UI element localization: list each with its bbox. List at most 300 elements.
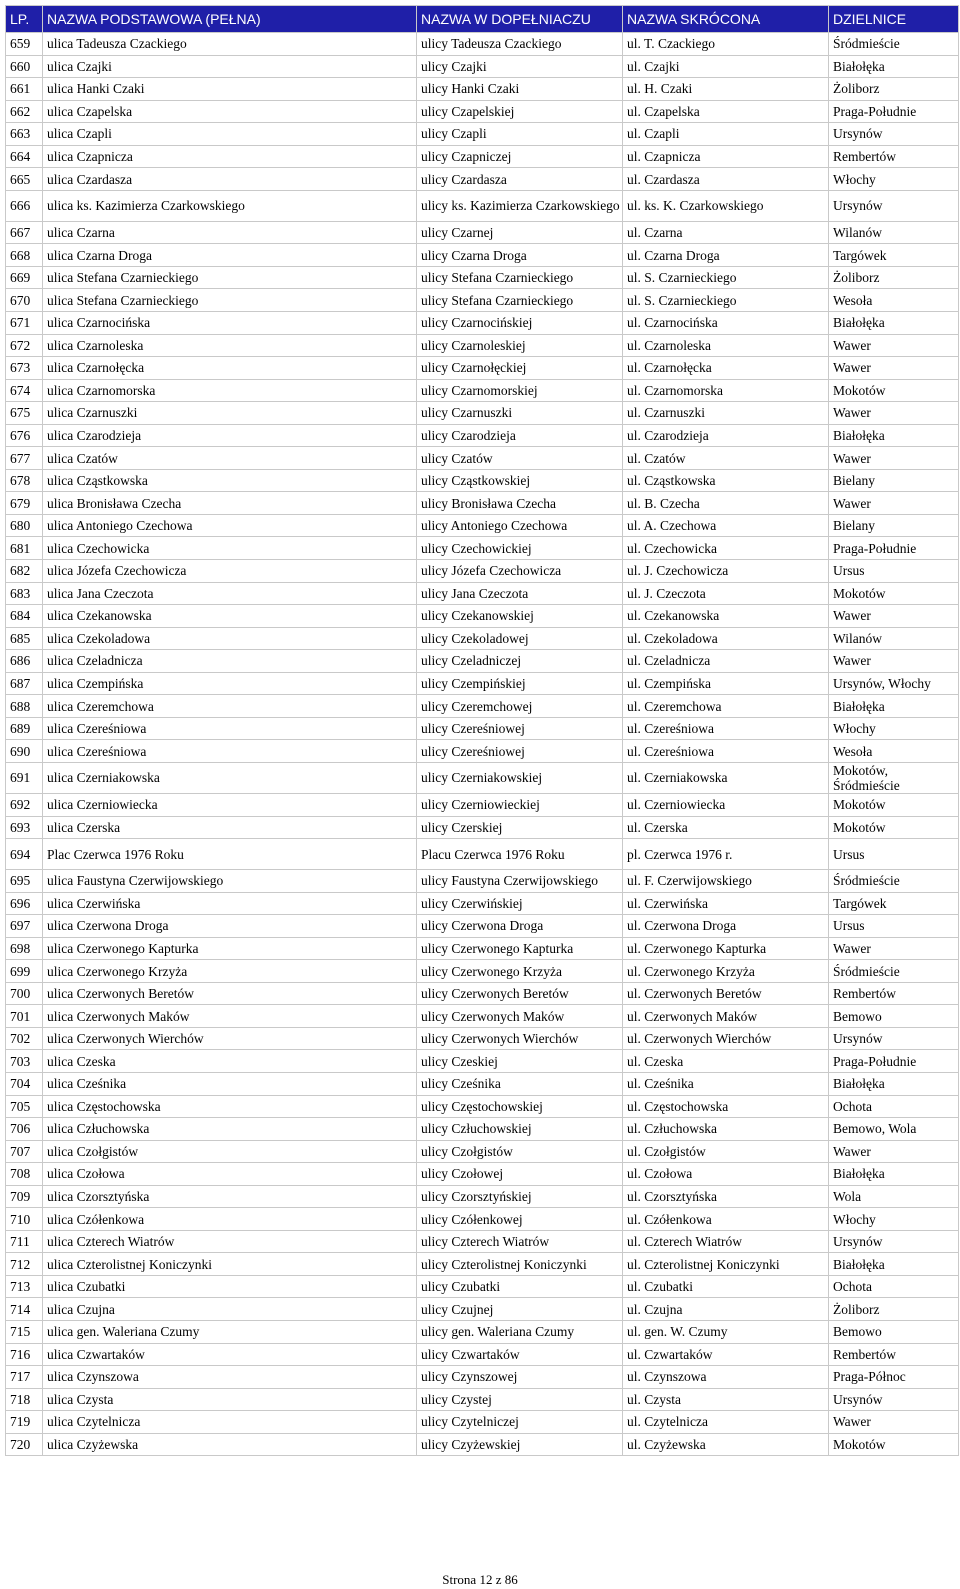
cell-district: Wesoła — [829, 289, 959, 312]
cell-short-name: ul. Czereśniowa — [623, 740, 829, 763]
cell-genitive-name: ulicy Czatów — [417, 447, 623, 470]
cell-short-name: ul. Czerwona Droga — [623, 915, 829, 938]
cell-short-name: ul. A. Czechowa — [623, 514, 829, 537]
cell-district: Białołęka — [829, 1072, 959, 1095]
cell-short-name: ul. Czytelnicza — [623, 1411, 829, 1434]
table-row — [6, 762, 959, 793]
cell-genitive-name: ulicy Czeladniczej — [417, 650, 623, 673]
cell-full-name: ulica gen. Waleriana Czumy — [43, 1320, 417, 1343]
cell-full-name: ulica Czerwonych Maków — [43, 1005, 417, 1028]
cell-genitive-name: ulicy Czeskiej — [417, 1050, 623, 1073]
cell-short-name: ul. Czerska — [623, 816, 829, 839]
table-row — [6, 168, 959, 191]
cell-district: Białołęka — [829, 55, 959, 78]
cell-short-name: ul. Czarnomorska — [623, 379, 829, 402]
table-row — [6, 915, 959, 938]
cell-genitive-name: ulicy Czterolistnej Koniczynki — [417, 1253, 623, 1276]
cell-lp: 674 — [6, 379, 43, 402]
table-row — [6, 1072, 959, 1095]
cell-full-name: ulica Jana Czeczota — [43, 582, 417, 605]
cell-genitive-name: ulicy Czarnomorskiej — [417, 379, 623, 402]
cell-lp: 676 — [6, 424, 43, 447]
cell-full-name: ulica Czujna — [43, 1298, 417, 1321]
cell-genitive-name: Placu Czerwca 1976 Roku — [417, 839, 623, 870]
cell-genitive-name: ulicy Jana Czeczota — [417, 582, 623, 605]
table-row — [6, 870, 959, 893]
cell-full-name: ulica Czekanowska — [43, 605, 417, 628]
cell-genitive-name: ulicy Cząstkowskiej — [417, 469, 623, 492]
cell-district: Mokotów — [829, 793, 959, 816]
table-row — [6, 1343, 959, 1366]
cell-full-name: ulica Czterolistnej Koniczynki — [43, 1253, 417, 1276]
cell-full-name: ulica Czerwonego Kapturka — [43, 937, 417, 960]
table-row — [6, 1411, 959, 1434]
cell-lp: 662 — [6, 100, 43, 123]
table-row — [6, 123, 959, 146]
cell-lp: 714 — [6, 1298, 43, 1321]
table-row — [6, 1275, 959, 1298]
cell-short-name: ul. ks. K. Czarkowskiego — [623, 190, 829, 221]
table-row — [6, 960, 959, 983]
cell-lp: 694 — [6, 839, 43, 870]
cell-genitive-name: ulicy Czereśniowej — [417, 740, 623, 763]
cell-lp: 703 — [6, 1050, 43, 1073]
cell-lp: 713 — [6, 1275, 43, 1298]
cell-short-name: ul. Czołowa — [623, 1163, 829, 1186]
cell-short-name: ul. Cześnika — [623, 1072, 829, 1095]
cell-genitive-name: ulicy Czardasza — [417, 168, 623, 191]
table-row — [6, 266, 959, 289]
cell-short-name: ul. Czeremchowa — [623, 695, 829, 718]
cell-district: Wawer — [829, 650, 959, 673]
cell-genitive-name: ulicy Czytelniczej — [417, 1411, 623, 1434]
cell-short-name: ul. Czółenkowa — [623, 1208, 829, 1231]
cell-lp: 683 — [6, 582, 43, 605]
cell-genitive-name: ulicy Częstochowskiej — [417, 1095, 623, 1118]
cell-short-name: ul. Czardasza — [623, 168, 829, 191]
table-row — [6, 627, 959, 650]
cell-full-name: Plac Czerwca 1976 Roku — [43, 839, 417, 870]
cell-full-name: ulica Częstochowska — [43, 1095, 417, 1118]
cell-district: Rembertów — [829, 982, 959, 1005]
cell-short-name: ul. B. Czecha — [623, 492, 829, 515]
table-row — [6, 379, 959, 402]
cell-genitive-name: ulicy Czołowej — [417, 1163, 623, 1186]
table-row — [6, 1185, 959, 1208]
cell-full-name: ulica Czterech Wiatrów — [43, 1230, 417, 1253]
cell-short-name: ul. Czekanowska — [623, 605, 829, 628]
cell-short-name: ul. T. Czackiego — [623, 33, 829, 56]
cell-district: Praga-Południe — [829, 1050, 959, 1073]
cell-lp: 677 — [6, 447, 43, 470]
cell-lp: 675 — [6, 402, 43, 425]
table-row — [6, 55, 959, 78]
cell-short-name: ul. Czołgistów — [623, 1140, 829, 1163]
table-row — [6, 695, 959, 718]
cell-short-name: ul. Czekoladowa — [623, 627, 829, 650]
cell-genitive-name: ulicy Czerwonych Beretów — [417, 982, 623, 1005]
cell-short-name: ul. S. Czarnieckiego — [623, 266, 829, 289]
cell-lp: 700 — [6, 982, 43, 1005]
cell-lp: 710 — [6, 1208, 43, 1231]
cell-short-name: pl. Czerwca 1976 r. — [623, 839, 829, 870]
cell-district: Targówek — [829, 892, 959, 915]
cell-lp: 698 — [6, 937, 43, 960]
cell-genitive-name: ulicy Człuchowskiej — [417, 1118, 623, 1141]
table-row — [6, 582, 959, 605]
cell-genitive-name: ulicy Czarnoleskiej — [417, 334, 623, 357]
cell-short-name: ul. Czapnicza — [623, 145, 829, 168]
cell-full-name: ulica Czajki — [43, 55, 417, 78]
table-row — [6, 1433, 959, 1456]
cell-short-name: ul. H. Czaki — [623, 78, 829, 101]
cell-full-name: ulica Czubatki — [43, 1275, 417, 1298]
cell-lp: 684 — [6, 605, 43, 628]
cell-short-name: ul. Czarnoleska — [623, 334, 829, 357]
cell-district: Targówek — [829, 244, 959, 267]
cell-genitive-name: ulicy Czorsztyńskiej — [417, 1185, 623, 1208]
cell-district: Włochy — [829, 717, 959, 740]
cell-lp: 664 — [6, 145, 43, 168]
cell-lp: 705 — [6, 1095, 43, 1118]
cell-short-name: ul. Czarna Droga — [623, 244, 829, 267]
cell-full-name: ulica Czerska — [43, 816, 417, 839]
cell-lp: 711 — [6, 1230, 43, 1253]
cell-district: Wawer — [829, 334, 959, 357]
cell-lp: 661 — [6, 78, 43, 101]
table-row — [6, 1320, 959, 1343]
table-row — [6, 717, 959, 740]
table-row — [6, 1298, 959, 1321]
cell-short-name: ul. J. Czeczota — [623, 582, 829, 605]
cell-full-name: ulica Czatów — [43, 447, 417, 470]
cell-full-name: ulica Stefana Czarnieckiego — [43, 289, 417, 312]
cell-full-name: ulica Człuchowska — [43, 1118, 417, 1141]
cell-lp: 708 — [6, 1163, 43, 1186]
cell-district: Wawer — [829, 1140, 959, 1163]
cell-district: Praga-Południe — [829, 537, 959, 560]
cell-lp: 701 — [6, 1005, 43, 1028]
table-row — [6, 892, 959, 915]
cell-district: Mokotów — [829, 582, 959, 605]
cell-district: Mokotów — [829, 379, 959, 402]
cell-lp: 660 — [6, 55, 43, 78]
cell-district: Bemowo — [829, 1005, 959, 1028]
cell-genitive-name: ulicy Czerwonych Maków — [417, 1005, 623, 1028]
cell-short-name: ul. Częstochowska — [623, 1095, 829, 1118]
document-page — [5, 5, 958, 1456]
cell-lp: 670 — [6, 289, 43, 312]
cell-genitive-name: ulicy Stefana Czarnieckiego — [417, 289, 623, 312]
cell-genitive-name: ulicy Stefana Czarnieckiego — [417, 266, 623, 289]
cell-genitive-name: ulicy Czapelskiej — [417, 100, 623, 123]
cell-full-name: ulica Czerwonych Beretów — [43, 982, 417, 1005]
cell-short-name: ul. S. Czarnieckiego — [623, 289, 829, 312]
table-row — [6, 447, 959, 470]
cell-district: Ursynów, Włochy — [829, 672, 959, 695]
cell-full-name: ulica Czerwona Droga — [43, 915, 417, 938]
cell-genitive-name: ulicy Czapniczej — [417, 145, 623, 168]
cell-district: Ursynów — [829, 1388, 959, 1411]
cell-lp: 668 — [6, 244, 43, 267]
cell-genitive-name: ulicy Czerniakowskiej — [417, 762, 623, 793]
cell-district: Wawer — [829, 402, 959, 425]
cell-lp: 680 — [6, 514, 43, 537]
table-row — [6, 100, 959, 123]
cell-district: Śródmieście — [829, 870, 959, 893]
table-row — [6, 650, 959, 673]
table-row — [6, 492, 959, 515]
cell-genitive-name: ulicy Tadeusza Czackiego — [417, 33, 623, 56]
table-row — [6, 537, 959, 560]
header-genitive-name: NAZWA W DOPEŁNIACZU — [417, 6, 623, 33]
cell-short-name: ul. gen. W. Czumy — [623, 1320, 829, 1343]
cell-genitive-name: ulicy Czerwonych Wierchów — [417, 1027, 623, 1050]
table-row — [6, 1253, 959, 1276]
table-row — [6, 514, 959, 537]
cell-district: Wawer — [829, 492, 959, 515]
cell-full-name: ulica Czerwińska — [43, 892, 417, 915]
cell-district: Ursynów — [829, 190, 959, 221]
cell-full-name: ulica Cześnika — [43, 1072, 417, 1095]
cell-short-name: ul. Czechowicka — [623, 537, 829, 560]
cell-full-name: ulica Tadeusza Czackiego — [43, 33, 417, 56]
cell-full-name: ulica Czapnicza — [43, 145, 417, 168]
table-row — [6, 221, 959, 244]
cell-district: Ursus — [829, 915, 959, 938]
cell-lp: 707 — [6, 1140, 43, 1163]
cell-full-name: ulica Czerwonych Wierchów — [43, 1027, 417, 1050]
cell-short-name: ul. Czerniakowska — [623, 762, 829, 793]
cell-district: Wilanów — [829, 221, 959, 244]
cell-full-name: ulica Czerniowiecka — [43, 793, 417, 816]
cell-full-name: ulica Czardasza — [43, 168, 417, 191]
table-row — [6, 1366, 959, 1389]
cell-genitive-name: ulicy Czechowickiej — [417, 537, 623, 560]
table-row — [6, 1005, 959, 1028]
cell-short-name: ul. Czubatki — [623, 1275, 829, 1298]
cell-short-name: ul. Czarnuszki — [623, 402, 829, 425]
cell-full-name: ulica Czeska — [43, 1050, 417, 1073]
cell-genitive-name: ulicy Czynszowej — [417, 1366, 623, 1389]
cell-lp: 709 — [6, 1185, 43, 1208]
cell-district: Ursynów — [829, 123, 959, 146]
cell-full-name: ulica Stefana Czarnieckiego — [43, 266, 417, 289]
cell-genitive-name: ulicy Bronisława Czecha — [417, 492, 623, 515]
cell-full-name: ulica Czarna Droga — [43, 244, 417, 267]
cell-short-name: ul. Czynszowa — [623, 1366, 829, 1389]
cell-genitive-name: ulicy Czarnocińskiej — [417, 312, 623, 335]
cell-full-name: ulica Czeremchowa — [43, 695, 417, 718]
header-short-name: NAZWA SKRÓCONA — [623, 6, 829, 33]
cell-district: Włochy — [829, 168, 959, 191]
cell-lp: 669 — [6, 266, 43, 289]
cell-genitive-name: ulicy Hanki Czaki — [417, 78, 623, 101]
cell-full-name: ulica Czarnomorska — [43, 379, 417, 402]
table-row — [6, 793, 959, 816]
cell-full-name: ulica Czarodzieja — [43, 424, 417, 447]
cell-genitive-name: ulicy gen. Waleriana Czumy — [417, 1320, 623, 1343]
cell-district: Bielany — [829, 469, 959, 492]
cell-genitive-name: ulicy Czółenkowej — [417, 1208, 623, 1231]
cell-full-name: ulica Czapelska — [43, 100, 417, 123]
cell-lp: 720 — [6, 1433, 43, 1456]
cell-district: Żoliborz — [829, 78, 959, 101]
cell-full-name: ulica Czapli — [43, 123, 417, 146]
cell-short-name: ul. Czarodzieja — [623, 424, 829, 447]
cell-lp: 672 — [6, 334, 43, 357]
cell-genitive-name: ulicy Czujnej — [417, 1298, 623, 1321]
cell-district: Ochota — [829, 1095, 959, 1118]
cell-district: Śródmieście — [829, 960, 959, 983]
table-header-row — [6, 6, 959, 33]
cell-district: Rembertów — [829, 145, 959, 168]
table-row — [6, 190, 959, 221]
cell-genitive-name: ulicy Czekoladowej — [417, 627, 623, 650]
cell-lp: 682 — [6, 560, 43, 583]
table-row — [6, 1163, 959, 1186]
cell-lp: 681 — [6, 537, 43, 560]
cell-district: Białołęka — [829, 312, 959, 335]
cell-genitive-name: ulicy Czerniowieckiej — [417, 793, 623, 816]
cell-short-name: ul. Czatów — [623, 447, 829, 470]
cell-short-name: ul. Czyżewska — [623, 1433, 829, 1456]
cell-district: Wawer — [829, 447, 959, 470]
page-number: Strona 12 z 86 — [442, 1572, 518, 1587]
cell-full-name: ulica Czekoladowa — [43, 627, 417, 650]
cell-short-name: ul. F. Czerwijowskiego — [623, 870, 829, 893]
cell-short-name: ul. Czapli — [623, 123, 829, 146]
cell-genitive-name: ulicy Czapli — [417, 123, 623, 146]
cell-short-name: ul. Czarnołęcka — [623, 357, 829, 380]
cell-district: Wilanów — [829, 627, 959, 650]
cell-genitive-name: ulicy Czwartaków — [417, 1343, 623, 1366]
cell-lp: 699 — [6, 960, 43, 983]
cell-lp: 696 — [6, 892, 43, 915]
cell-short-name: ul. Cząstkowska — [623, 469, 829, 492]
cell-full-name: ulica Cząstkowska — [43, 469, 417, 492]
cell-genitive-name: ulicy Czyżewskiej — [417, 1433, 623, 1456]
table-row — [6, 1208, 959, 1231]
table-row — [6, 839, 959, 870]
cell-full-name: ulica Czarnuszki — [43, 402, 417, 425]
cell-lp: 687 — [6, 672, 43, 695]
cell-genitive-name: ulicy Czerwonego Krzyża — [417, 960, 623, 983]
table-row — [6, 1050, 959, 1073]
cell-short-name: ul. Czeska — [623, 1050, 829, 1073]
street-names-table — [5, 5, 959, 1456]
cell-lp: 695 — [6, 870, 43, 893]
cell-district: Śródmieście — [829, 33, 959, 56]
cell-district: Praga-Północ — [829, 1366, 959, 1389]
cell-short-name: ul. Czajki — [623, 55, 829, 78]
cell-full-name: ulica Czereśniowa — [43, 717, 417, 740]
table-row — [6, 560, 959, 583]
table-row — [6, 816, 959, 839]
cell-full-name: ulica Czerniakowska — [43, 762, 417, 793]
cell-full-name: ulica Józefa Czechowicza — [43, 560, 417, 583]
cell-lp: 697 — [6, 915, 43, 938]
cell-district: Wesoła — [829, 740, 959, 763]
table-row — [6, 1140, 959, 1163]
cell-genitive-name: ulicy Czerskiej — [417, 816, 623, 839]
cell-district: Bemowo, Wola — [829, 1118, 959, 1141]
cell-district: Ursynów — [829, 1027, 959, 1050]
cell-district: Mokotów, Śródmieście — [829, 762, 959, 793]
cell-short-name: ul. J. Czechowicza — [623, 560, 829, 583]
cell-genitive-name: ulicy Czereśniowej — [417, 717, 623, 740]
cell-genitive-name: ulicy Cześnika — [417, 1072, 623, 1095]
cell-short-name: ul. Czerwonego Kapturka — [623, 937, 829, 960]
cell-district: Rembertów — [829, 1343, 959, 1366]
cell-short-name: ul. Czerniowiecka — [623, 793, 829, 816]
cell-district: Ursynów — [829, 1230, 959, 1253]
cell-full-name: ulica Bronisława Czecha — [43, 492, 417, 515]
table-row — [6, 605, 959, 628]
cell-lp: 691 — [6, 762, 43, 793]
cell-district: Wawer — [829, 937, 959, 960]
cell-lp: 665 — [6, 168, 43, 191]
cell-short-name: ul. Czerwonych Maków — [623, 1005, 829, 1028]
cell-genitive-name: ulicy Czerwonego Kapturka — [417, 937, 623, 960]
cell-district: Praga-Południe — [829, 100, 959, 123]
cell-genitive-name: ulicy Czystej — [417, 1388, 623, 1411]
cell-lp: 688 — [6, 695, 43, 718]
table-row — [6, 402, 959, 425]
cell-short-name: ul. Czerwonych Beretów — [623, 982, 829, 1005]
cell-lp: 685 — [6, 627, 43, 650]
table-row — [6, 244, 959, 267]
cell-district: Żoliborz — [829, 266, 959, 289]
cell-genitive-name: ulicy Czekanowskiej — [417, 605, 623, 628]
cell-full-name: ulica Czarna — [43, 221, 417, 244]
cell-lp: 718 — [6, 1388, 43, 1411]
cell-lp: 704 — [6, 1072, 43, 1095]
cell-genitive-name: ulicy Czerwona Droga — [417, 915, 623, 938]
table-row — [6, 982, 959, 1005]
cell-district: Włochy — [829, 1208, 959, 1231]
cell-genitive-name: ulicy Antoniego Czechowa — [417, 514, 623, 537]
cell-full-name: ulica Czyżewska — [43, 1433, 417, 1456]
table-row — [6, 312, 959, 335]
cell-genitive-name: ulicy Czarnołęckiej — [417, 357, 623, 380]
header-full-name: NAZWA PODSTAWOWA (PEŁNA) — [43, 6, 417, 33]
cell-lp: 686 — [6, 650, 43, 673]
cell-lp: 673 — [6, 357, 43, 380]
cell-genitive-name: ulicy Czerwińskiej — [417, 892, 623, 915]
cell-full-name: ulica Czempińska — [43, 672, 417, 695]
cell-full-name: ulica Czerwonego Krzyża — [43, 960, 417, 983]
cell-full-name: ulica Czynszowa — [43, 1366, 417, 1389]
cell-genitive-name: ulicy Czarnej — [417, 221, 623, 244]
cell-full-name: ulica Faustyna Czerwijowskiego — [43, 870, 417, 893]
cell-full-name: ulica Czółenkowa — [43, 1208, 417, 1231]
cell-lp: 659 — [6, 33, 43, 56]
cell-full-name: ulica Czarnołęcka — [43, 357, 417, 380]
table-row — [6, 145, 959, 168]
table-row — [6, 424, 959, 447]
cell-short-name: ul. Czerwonych Wierchów — [623, 1027, 829, 1050]
cell-district: Mokotów — [829, 816, 959, 839]
cell-lp: 712 — [6, 1253, 43, 1276]
cell-full-name: ulica Czysta — [43, 1388, 417, 1411]
table-row — [6, 1230, 959, 1253]
cell-short-name: ul. Czterolistnej Koniczynki — [623, 1253, 829, 1276]
cell-genitive-name: ulicy Czarna Droga — [417, 244, 623, 267]
cell-district: Żoliborz — [829, 1298, 959, 1321]
cell-genitive-name: ulicy Józefa Czechowicza — [417, 560, 623, 583]
cell-full-name: ulica Czereśniowa — [43, 740, 417, 763]
